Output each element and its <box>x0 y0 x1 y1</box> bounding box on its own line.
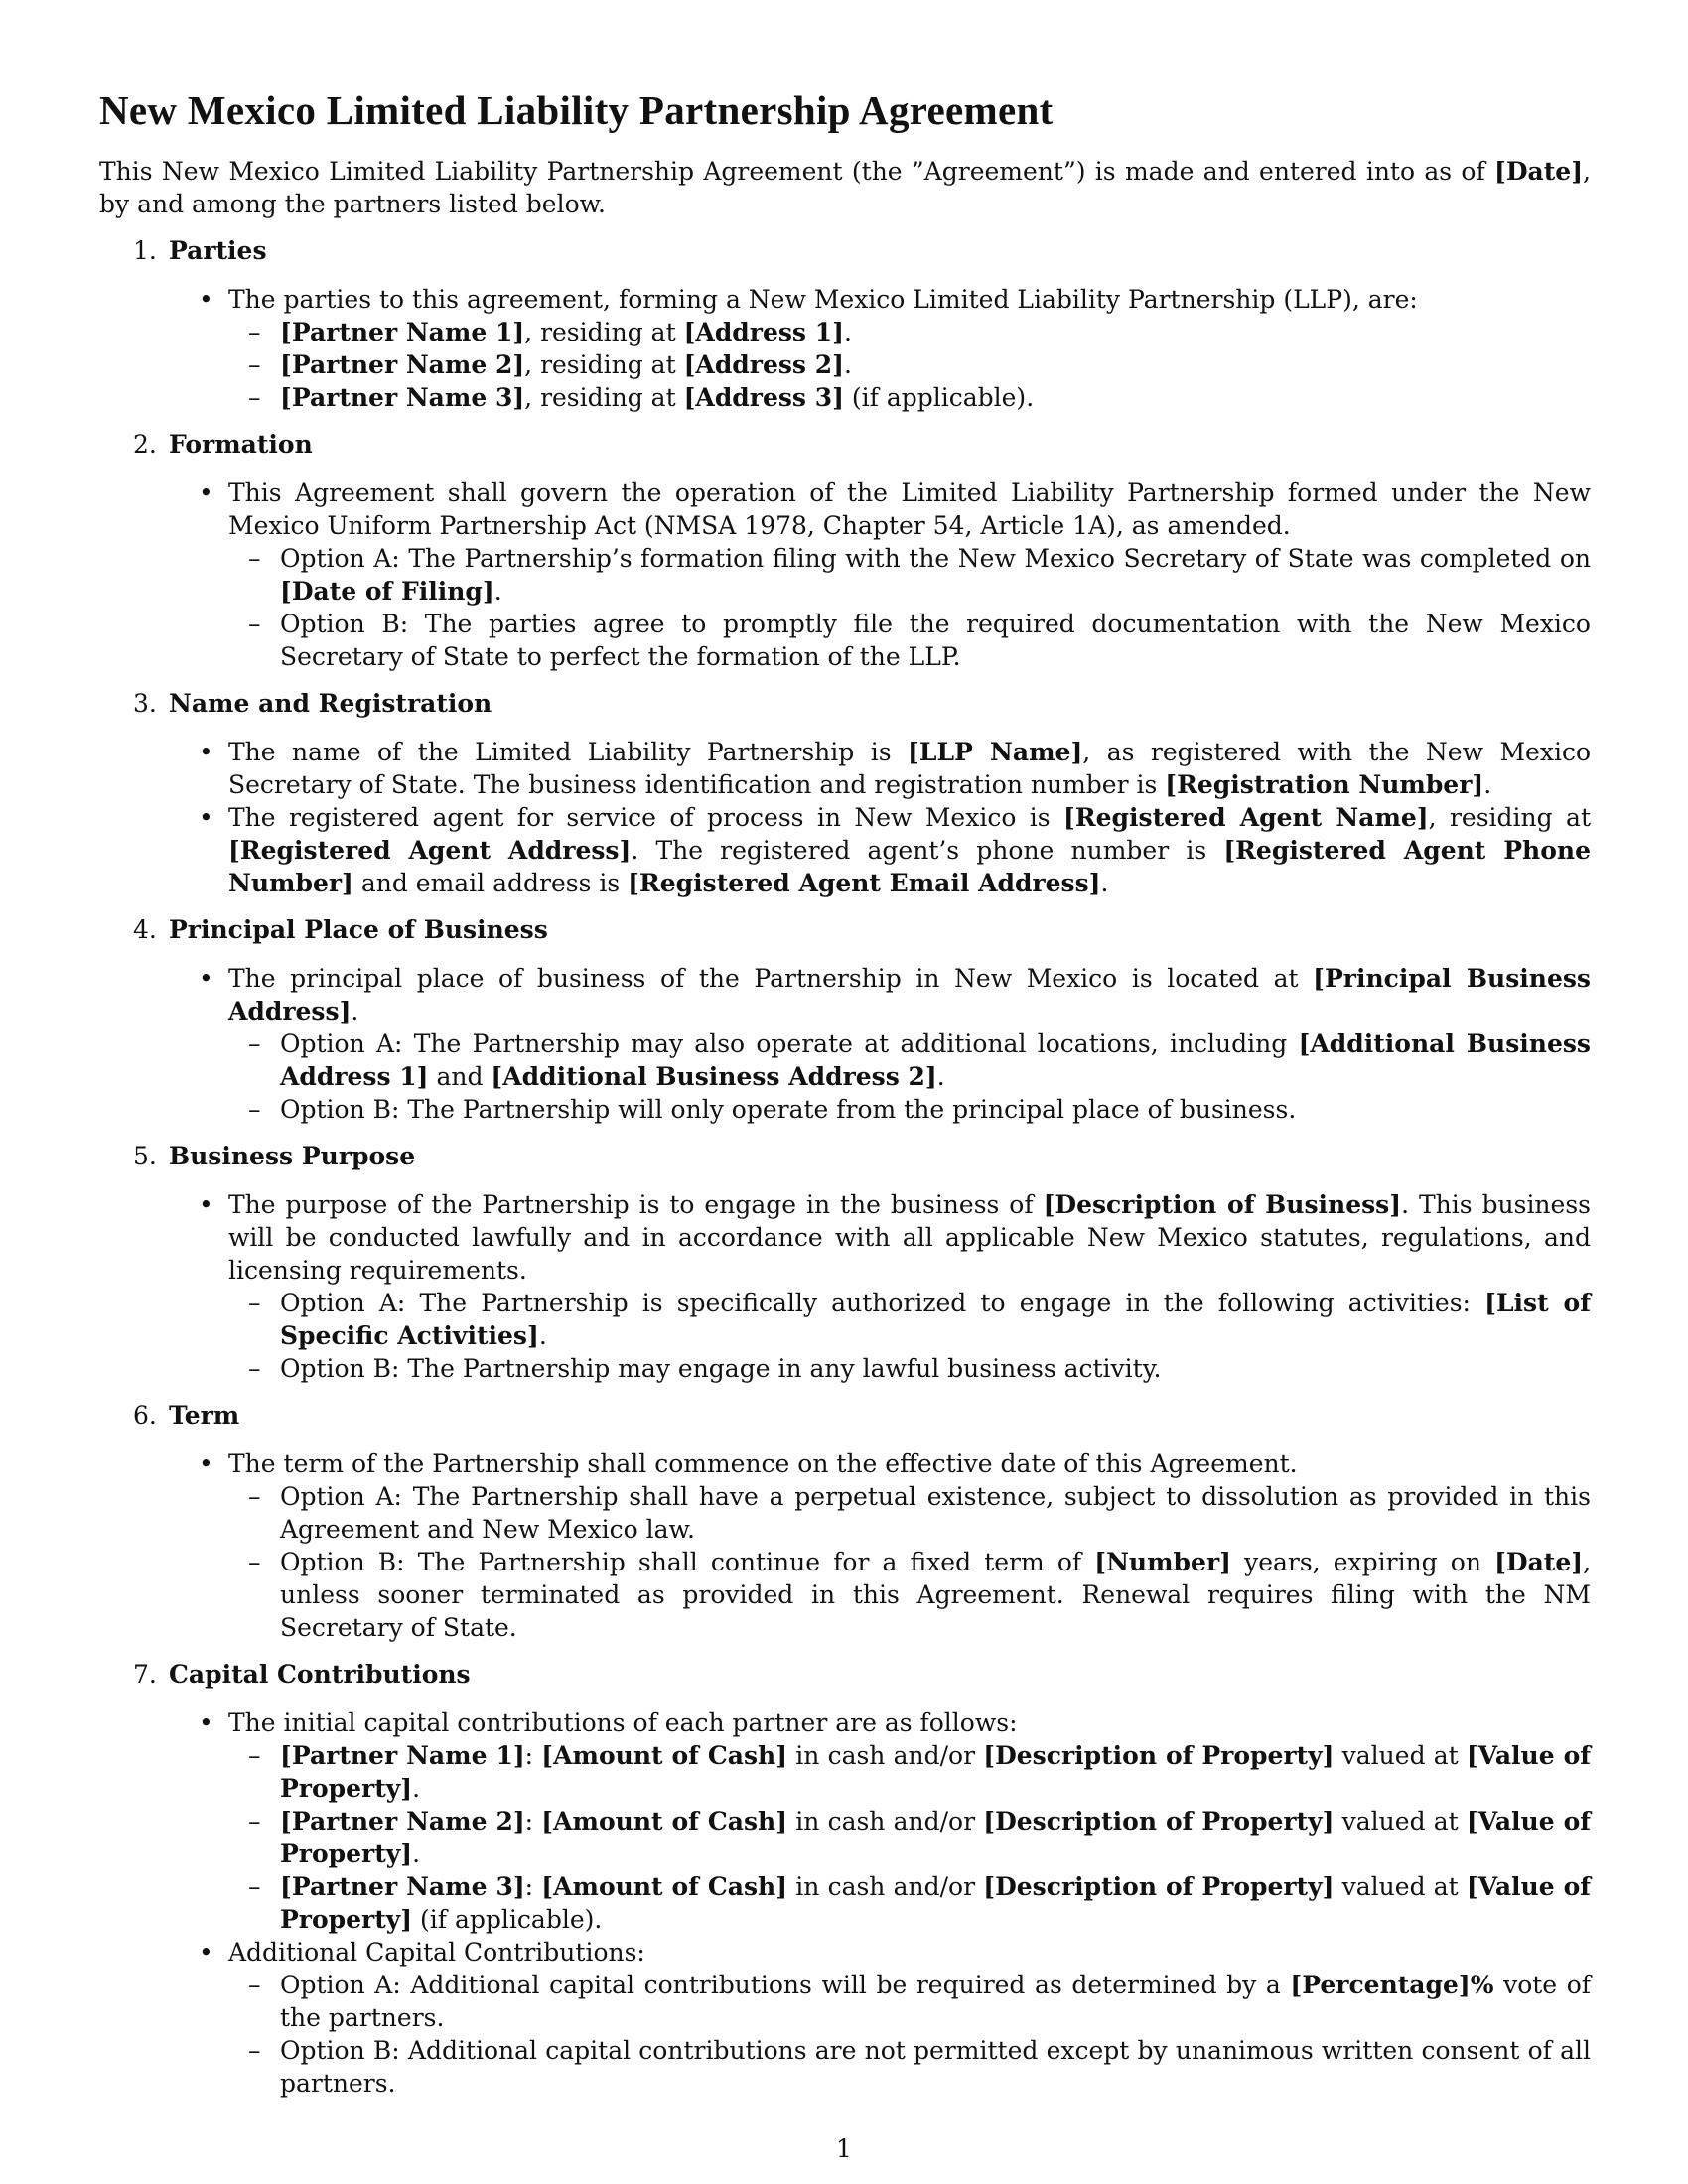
text-run: : <box>524 1807 542 1836</box>
bullet-item <box>99 801 1591 899</box>
sub-item <box>99 2034 1591 2100</box>
dash-marker: – <box>248 1095 261 1124</box>
sub-item <box>99 1870 1591 1936</box>
bullet-marker: • <box>199 285 213 314</box>
placeholder-field: [Description of Business] <box>1043 1190 1402 1219</box>
placeholder-field: [Partner Name 1] <box>280 1741 525 1770</box>
sub-item <box>99 348 1591 381</box>
placeholder-field: [Registered Agent Address] <box>228 836 632 865</box>
section-1 <box>99 234 1591 414</box>
text-run: : <box>524 1872 542 1901</box>
placeholder-field: [Percentage]% <box>1290 1971 1494 1999</box>
text-run: . <box>1483 770 1492 799</box>
text-run: in cash and/or <box>787 1872 984 1901</box>
placeholder-field: [Principal Business Address] <box>228 964 1591 1025</box>
placeholder-field: [Date] <box>1494 1548 1584 1576</box>
sub-item <box>99 1546 1591 1644</box>
text-run: The purpose of the Partnership is to engage in the business of <box>228 1190 1044 1219</box>
text-run: Option B: The Partnership shall continue for a fixed term of <box>280 1548 1095 1576</box>
section-number: 6. <box>133 1401 157 1430</box>
placeholder-field: [Partner Name 3] <box>280 383 525 412</box>
section-title: Name and Registration <box>169 689 492 718</box>
text-run: Option B: The parties agree to promptly file the required documentation with the New Mexico Secretary of State to perfect the formation of the LLP. <box>280 610 1591 671</box>
section-title: Capital Contributions <box>169 1660 471 1689</box>
section-title: Principal Place of Business <box>169 915 548 944</box>
bullet-item <box>99 962 1591 1027</box>
dash-marker: – <box>248 318 261 346</box>
section-title: Business Purpose <box>169 1142 416 1170</box>
placeholder-field: [Value of Property] <box>280 1807 1592 1868</box>
text-run: This Agreement shall govern the operation of the Limited Liability Partnership formed under the New Mexico Uniform Partnership Act (NMSA 1978, Chapter 54, Article 1A), as amended. <box>228 478 1591 540</box>
text-run: Option A: The Partnership’s formation filing with the New Mexico Secretary of State was completed on <box>280 544 1591 573</box>
bullet-item <box>99 1706 1591 1739</box>
intro-paragraph <box>99 155 1591 220</box>
text-run: years, expiring on <box>1230 1548 1495 1576</box>
text-run: Option B: The Partnership will only operate from the principal place of business. <box>280 1095 1297 1124</box>
placeholder-field: [Additional Business Address 1] <box>280 1029 1591 1091</box>
document-page <box>99 85 1591 2114</box>
dash-marker: – <box>248 2036 261 2065</box>
placeholder-field: [Amount of Cash] <box>541 1807 788 1836</box>
sub-item <box>99 1093 1591 1126</box>
placeholder-field: [Date] <box>1494 157 1584 186</box>
bullet-item <box>99 1188 1591 1287</box>
section-4 <box>99 913 1591 1126</box>
placeholder-field: [Registration Number] <box>1165 770 1484 799</box>
placeholder-field: [Address 2] <box>683 350 844 379</box>
placeholder-field: [Description of Property] <box>983 1741 1335 1770</box>
sub-item <box>99 1805 1591 1870</box>
text-run: The name of the Limited Liability Partnership is <box>228 738 909 766</box>
placeholder-field: [Value of Property] <box>280 1872 1592 1934</box>
placeholder-field: [Partner Name 2] <box>280 350 525 379</box>
sub-item <box>99 1480 1591 1546</box>
placeholder-field: [Amount of Cash] <box>541 1741 788 1770</box>
text-run: Option A: The Partnership is specifically authorized to engage in the following activities: <box>280 1289 1485 1317</box>
text-run: valued at <box>1334 1872 1467 1901</box>
dash-marker: – <box>248 350 261 379</box>
text-run: , residing at <box>1428 803 1592 832</box>
text-run: , unless sooner terminated as provided in this Agreement. Renewal requires filing with the NM Secretary of State. <box>280 1548 1592 1642</box>
bullet-marker: • <box>199 1708 213 1737</box>
text-run: . <box>493 577 502 606</box>
text-run: The initial capital contributions of each partner are as follows: <box>228 1708 1018 1737</box>
text-run: The parties to this agreement, forming a New Mexico Limited Liability Partnership (LLP), are: <box>228 285 1418 314</box>
sub-item <box>99 1969 1591 2034</box>
placeholder-field: [Registered Agent Name] <box>1063 803 1429 832</box>
bullet-item <box>99 1936 1591 1969</box>
text-run: valued at <box>1334 1741 1467 1770</box>
bullet-marker: • <box>199 1449 213 1478</box>
text-run: Option A: The Partnership shall have a perpetual existence, subject to dissolution as provided in this Agreement and New Mexico law. <box>280 1482 1591 1544</box>
text-run: . <box>538 1321 547 1350</box>
section-title: Formation <box>169 430 313 459</box>
text-run: , by and among the partners listed below. <box>99 157 1591 218</box>
bullet-item <box>99 477 1591 542</box>
dash-marker: – <box>248 610 261 638</box>
text-run: . The registered agent’s phone number is <box>631 836 1224 865</box>
sub-item <box>99 542 1591 608</box>
placeholder-field: [Registered Agent Phone Number] <box>228 836 1591 897</box>
dash-marker: – <box>248 1482 261 1511</box>
section-number: 3. <box>133 689 157 718</box>
sub-item <box>99 381 1591 414</box>
placeholder-field: [Value of Property] <box>280 1741 1592 1803</box>
section-6 <box>99 1399 1591 1644</box>
section-heading <box>99 1140 1591 1172</box>
bullet-marker: • <box>199 1190 213 1219</box>
placeholder-field: [Address 1] <box>683 318 844 346</box>
placeholder-field: [Partner Name 3] <box>280 1872 525 1901</box>
text-run: (if applicable). <box>843 383 1035 412</box>
text-run: (if applicable). <box>412 1905 603 1934</box>
page-number: 1 <box>836 2134 852 2163</box>
bullet-marker: • <box>199 478 213 507</box>
text-run: , as registered with the New Mexico Secretary of State. The business identification and registration number is <box>228 738 1591 799</box>
sub-item <box>99 1739 1591 1805</box>
placeholder-field: [List of Specific Activities] <box>280 1289 1591 1350</box>
placeholder-field: [LLP Name] <box>908 738 1083 766</box>
text-run: and <box>428 1062 492 1091</box>
section-heading <box>99 1658 1591 1691</box>
sub-item <box>99 1027 1591 1093</box>
placeholder-field: [Additional Business Address 2] <box>491 1062 937 1091</box>
text-run: Option A: The Partnership may also operate at additional locations, including <box>280 1029 1299 1058</box>
bullet-item <box>99 736 1591 801</box>
text-run: : <box>524 1741 542 1770</box>
dash-marker: – <box>248 1289 261 1317</box>
placeholder-field: [Description of Property] <box>983 1872 1335 1901</box>
section-number: 2. <box>133 430 157 459</box>
section-7 <box>99 1658 1591 2100</box>
text-run: Option B: Additional capital contributions are not permitted except by unanimous written consent of all partners. <box>280 2036 1591 2098</box>
text-run: The principal place of business of the Partnership in New Mexico is located at <box>228 964 1314 993</box>
section-number: 1. <box>133 236 157 265</box>
text-run: , residing at <box>524 350 684 379</box>
text-run: . <box>1100 869 1109 897</box>
placeholder-field: [Partner Name 2] <box>280 1807 525 1836</box>
sections-list <box>99 234 1591 2100</box>
text-run: . <box>412 1840 421 1868</box>
text-run: . This business will be conducted lawfully and in accordance with all applicable New Mexico statutes, regulations, and licensing requirements. <box>228 1190 1591 1285</box>
text-run: and email address is <box>352 869 629 897</box>
section-3 <box>99 687 1591 899</box>
text-run: This New Mexico Limited Liability Partnership Agreement (the ”Agreement”) is made and entered into as of <box>99 157 1495 186</box>
text-run: in cash and/or <box>787 1807 984 1836</box>
dash-marker: – <box>248 1872 261 1901</box>
bullet-item <box>99 1447 1591 1480</box>
text-run: . <box>843 350 852 379</box>
placeholder-field: [Amount of Cash] <box>541 1872 788 1901</box>
text-run: , residing at <box>524 318 684 346</box>
text-run: . <box>936 1062 945 1091</box>
dash-marker: – <box>248 1971 261 1999</box>
text-run: vote of the partners. <box>280 1971 1592 2032</box>
placeholder-field: [Registered Agent Email Address] <box>628 869 1101 897</box>
placeholder-field: [Date of Filing] <box>280 577 494 606</box>
dash-marker: – <box>248 1807 261 1836</box>
section-heading <box>99 913 1591 946</box>
dash-marker: – <box>248 1548 261 1576</box>
text-run: valued at <box>1334 1807 1467 1836</box>
text-run: Additional Capital Contributions: <box>228 1938 645 1967</box>
dash-marker: – <box>248 383 261 412</box>
text-run: in cash and/or <box>787 1741 984 1770</box>
sub-item <box>99 1352 1591 1385</box>
sub-item <box>99 1287 1591 1352</box>
sub-item <box>99 608 1591 673</box>
document-title: New Mexico Limited Liability Partnership Agreement <box>99 87 1054 133</box>
dash-marker: – <box>248 1354 261 1383</box>
bullet-marker: • <box>199 1938 213 1967</box>
sub-item <box>99 316 1591 348</box>
text-run: Option B: The Partnership may engage in any lawful business activity. <box>280 1354 1162 1383</box>
text-run: , residing at <box>524 383 684 412</box>
section-heading <box>99 687 1591 720</box>
section-2 <box>99 428 1591 673</box>
text-run: The term of the Partnership shall commence on the effective date of this Agreement. <box>228 1449 1298 1478</box>
text-run: . <box>843 318 852 346</box>
placeholder-field: [Description of Property] <box>983 1807 1335 1836</box>
section-number: 4. <box>133 915 157 944</box>
section-5 <box>99 1140 1591 1385</box>
dash-marker: – <box>248 1029 261 1058</box>
section-number: 5. <box>133 1142 157 1170</box>
dash-marker: – <box>248 1741 261 1770</box>
text-run: Option A: Additional capital contributions will be required as determined by a <box>280 1971 1291 1999</box>
section-title: Parties <box>169 236 267 265</box>
section-number: 7. <box>133 1660 157 1689</box>
section-heading <box>99 234 1591 267</box>
bullet-marker: • <box>199 738 213 766</box>
placeholder-field: [Address 3] <box>683 383 844 412</box>
section-heading <box>99 1399 1591 1432</box>
section-heading <box>99 428 1591 461</box>
placeholder-field: [Number] <box>1094 1548 1231 1576</box>
bullet-marker: • <box>199 964 213 993</box>
text-run: . <box>351 997 359 1025</box>
dash-marker: – <box>248 544 261 573</box>
section-title: Term <box>169 1401 240 1430</box>
placeholder-field: [Partner Name 1] <box>280 318 525 346</box>
bullet-marker: • <box>199 803 213 832</box>
text-run: The registered agent for service of process in New Mexico is <box>228 803 1063 832</box>
bullet-item <box>99 283 1591 316</box>
text-run: . <box>412 1774 421 1803</box>
